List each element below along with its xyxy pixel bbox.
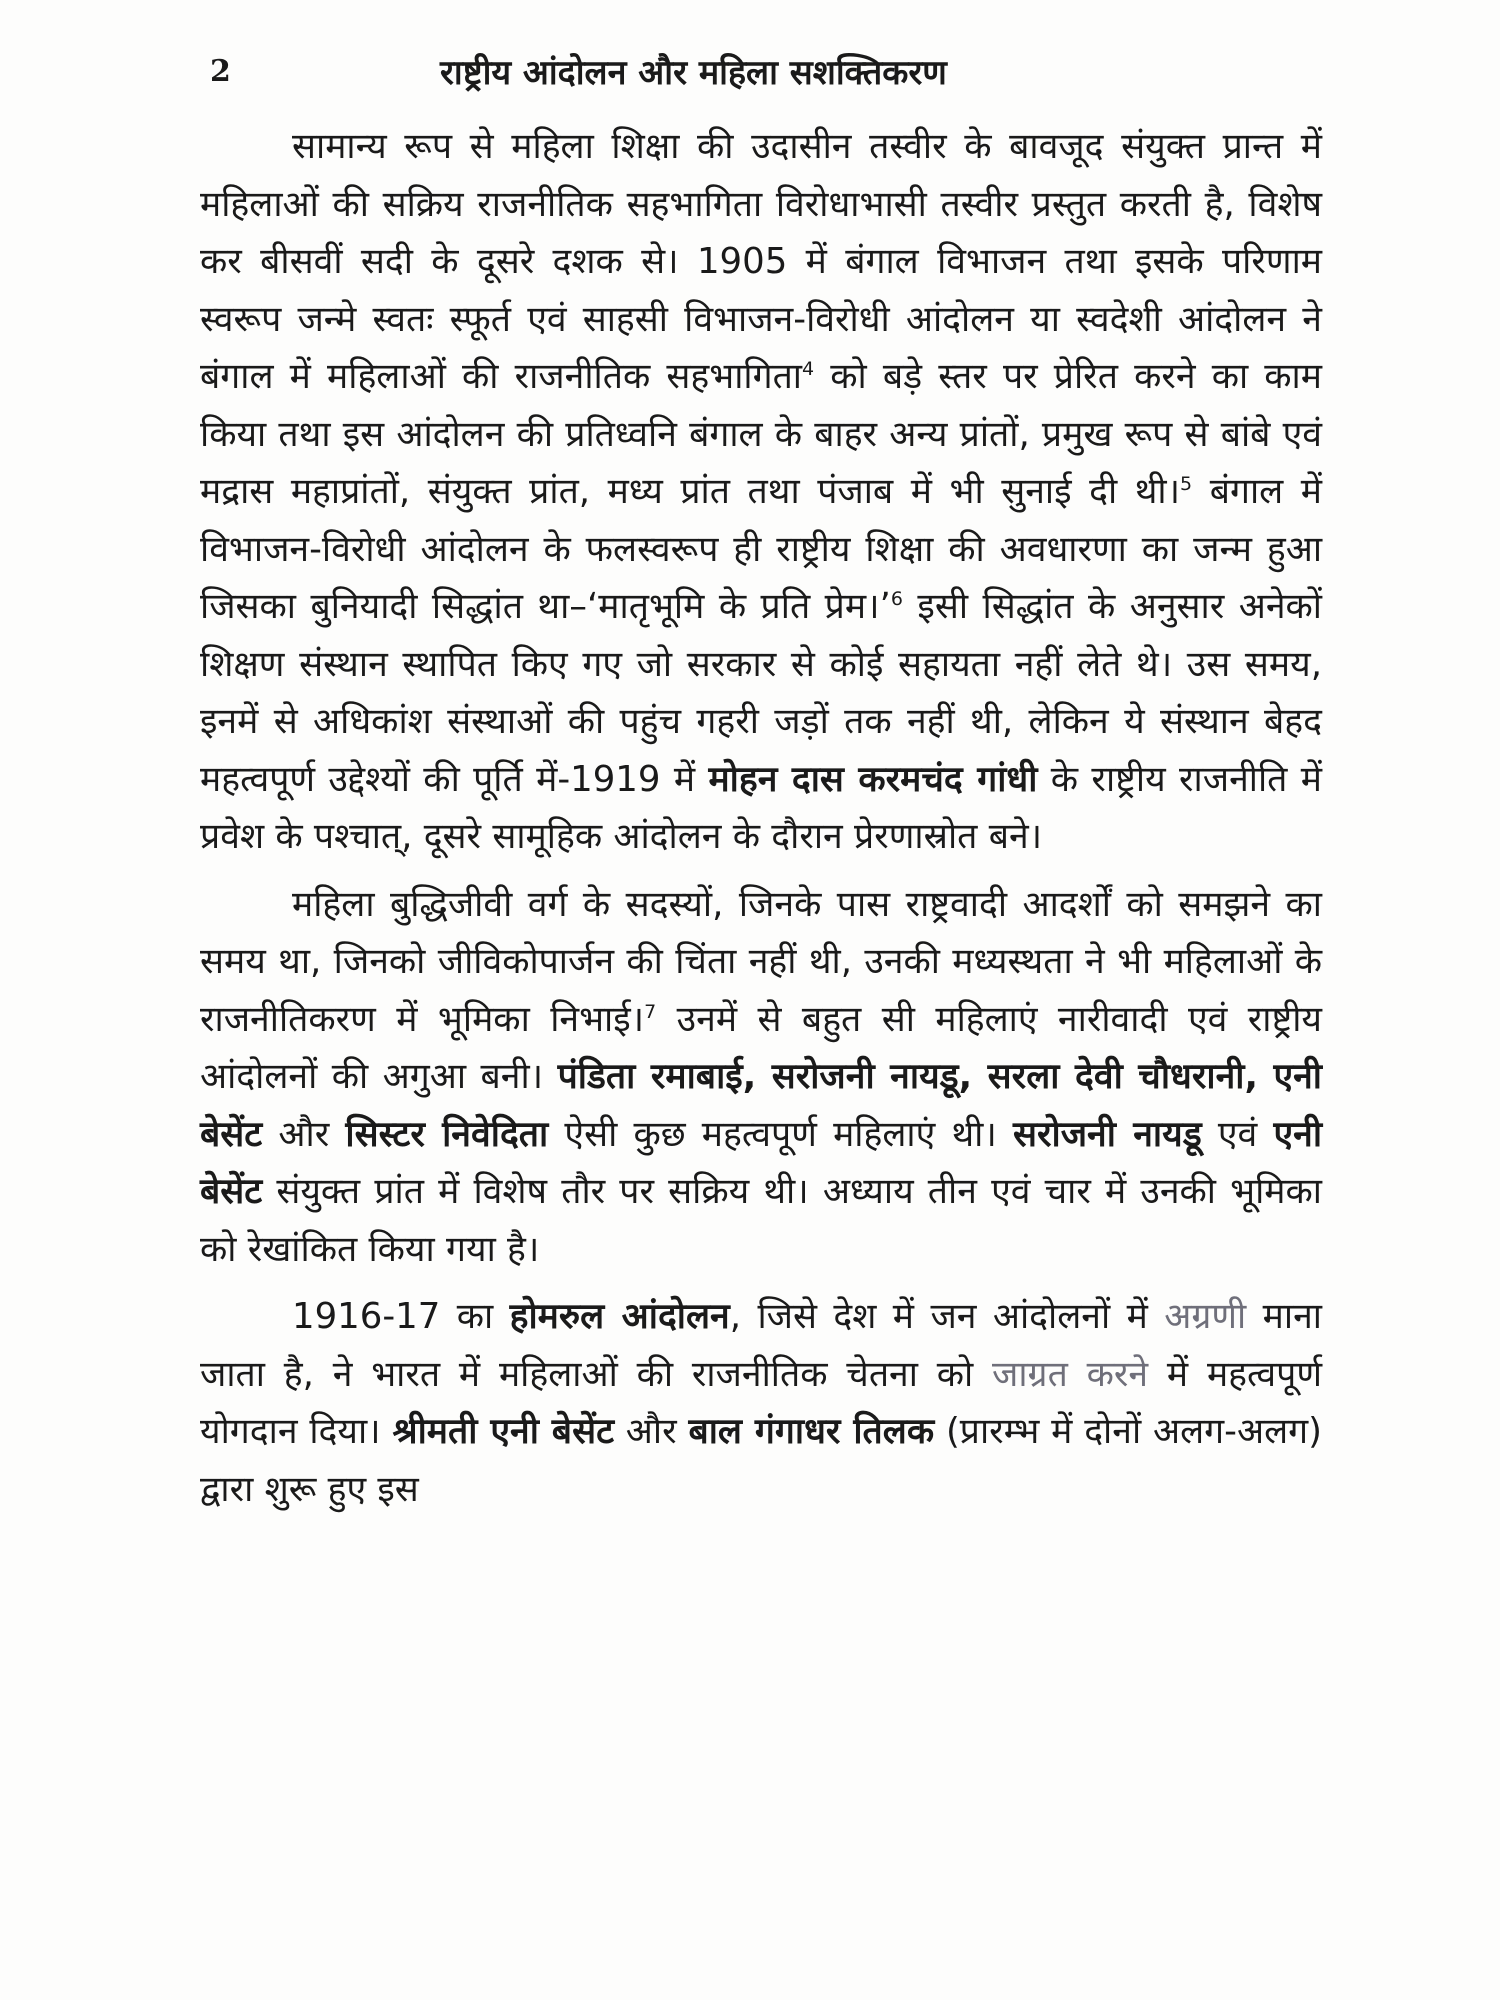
paragraph-3: [200, 1288, 1322, 1518]
text-run: बंगाल में विभाजन-विरोधी आंदोलन के फलस्वरूप ही राष्ट्रीय शिक्षा की अवधारणा का जन्म हुआ जिसका बुनियादी सिद्धांत था–‘मातृभूमि के प्रति प्रेम।’: [200, 471, 1322, 627]
page-header: [200, 48, 1320, 108]
running-title: राष्ट्रीय आंदोलन और महिला सशक्तिकरण: [440, 53, 947, 93]
text-run: के राष्ट्रीय राजनीति में प्रवेश के पश्चात्, दूसरे सामूहिक आंदोलन के दौरान प्रेरणास्रोत बने।: [200, 758, 1323, 857]
text-run: एवं: [1201, 1113, 1274, 1155]
footnote-ref: 4: [802, 358, 815, 381]
bold-term: होमरुल आंदोलन: [509, 1296, 730, 1337]
text-run: , जिसे देश में जन आंदोलनों में: [729, 1296, 1165, 1337]
bold-name: एनी बेसेंट: [200, 1113, 1323, 1212]
bold-name: सिस्टर निवेदिता: [345, 1113, 549, 1155]
body-text: [200, 118, 1322, 1518]
paragraph-1: [200, 118, 1322, 866]
bold-name: श्रीमती एनी बेसेंट: [392, 1411, 614, 1452]
text-run: 1916-17 का: [292, 1296, 510, 1337]
text-run: और: [613, 1411, 689, 1452]
faded-text: अग्रणी: [1164, 1296, 1247, 1337]
bold-name: मोहन दास करमचंद गांधी: [708, 758, 1038, 800]
text-run: में महत्वपूर्ण योगदान दिया।: [200, 1353, 1322, 1452]
text-run: महिला बुद्धिजीवी वर्ग के सदस्यों, जिनके पास राष्ट्रवादी आदर्शों को समझने का समय था, जिनको जीविकोपार्जन की चिंता नहीं थी, उनकी मध्यस्थता ने भी महिलाओं के राजनीतिकरण में भूमिका निभाई।: [200, 883, 1322, 1040]
footnote-ref: 7: [644, 1000, 657, 1023]
text-run: सामान्य रूप से महिला शिक्षा की उदासीन तस्वीर के बावजूद संयुक्त प्रान्त में महिलाओं की सक्रिय राजनीतिक सहभागिता विरोधाभासी तस्वीर प्रस्तुत करती है, विशेष कर बीसवीं सदी के दूसरे दशक से। 1905 में बंगाल विभाजन तथा इसके परिणाम स्वरूप जन्मे स्वतः स्फूर्त एवं साहसी विभाजन-विरोधी आंदोलन या स्वदेशी आंदोलन ने बंगाल में महिलाओं की राजनीतिक सहभागिता: [200, 126, 1322, 397]
paragraph-2: [200, 876, 1322, 1279]
text-run: माना जाता है, ने भारत में महिलाओं की राजनीतिक चेतना को: [200, 1296, 1322, 1395]
text-run: को बड़े स्तर पर प्रेरित करने का काम किया तथा इस आंदोलन की प्रतिध्वनि बंगाल के बाहर अन्य प्रांतों, प्रमुख रूप से बांबे एवं मद्रास महाप्रांतों, संयुक्त प्रांत, मध्य प्रांत तथा पंजाब में भी सुनाई दी थी।: [200, 356, 1322, 512]
bold-name: बाल गंगाधर तिलक: [688, 1411, 935, 1452]
bold-name: पंडिता रमाबाई, सरोजनी नायडू, सरला देवी चौधरानी, एनी बेसेंट: [200, 1056, 1322, 1155]
text-run: इसी सिद्धांत के अनुसार अनेकों शिक्षण संस्थान स्थापित किए गए जो सरकार से कोई सहायता नहीं लेते थे। उस समय, इनमें से अधिकांश संस्थाओं की पहुंच गहरी जड़ों तक नहीं थी, लेकिन ये संस्थान बेहद महत्वपूर्ण उद्देश्यों की पूर्ति में-1919 में: [200, 586, 1322, 800]
text-run: ऐसी कुछ महत्वपूर्ण महिलाएं थी।: [548, 1113, 1013, 1155]
text-run: और: [262, 1113, 346, 1155]
text-run: संयुक्त प्रांत में विशेष तौर पर सक्रिय थी। अध्याय तीन एवं चार में उनकी भूमिका को रेखांकित किया गया है।: [200, 1171, 1322, 1270]
footnote-ref: 5: [1180, 473, 1193, 496]
footnote-ref: 6: [890, 588, 903, 611]
page-number: 2: [210, 54, 231, 89]
faded-text: जाग्रत करने: [992, 1353, 1149, 1395]
text-run: उनमें से बहुत सी महिलाएं नारीवादी एवं राष्ट्रीय आंदोलनों की अगुआ बनी।: [200, 998, 1322, 1097]
text-run: (प्रारम्भ में दोनों अलग-अलग) द्वारा शुरू हुए इस: [200, 1411, 1322, 1510]
bold-name: सरोजनी नायडू: [1012, 1113, 1202, 1155]
